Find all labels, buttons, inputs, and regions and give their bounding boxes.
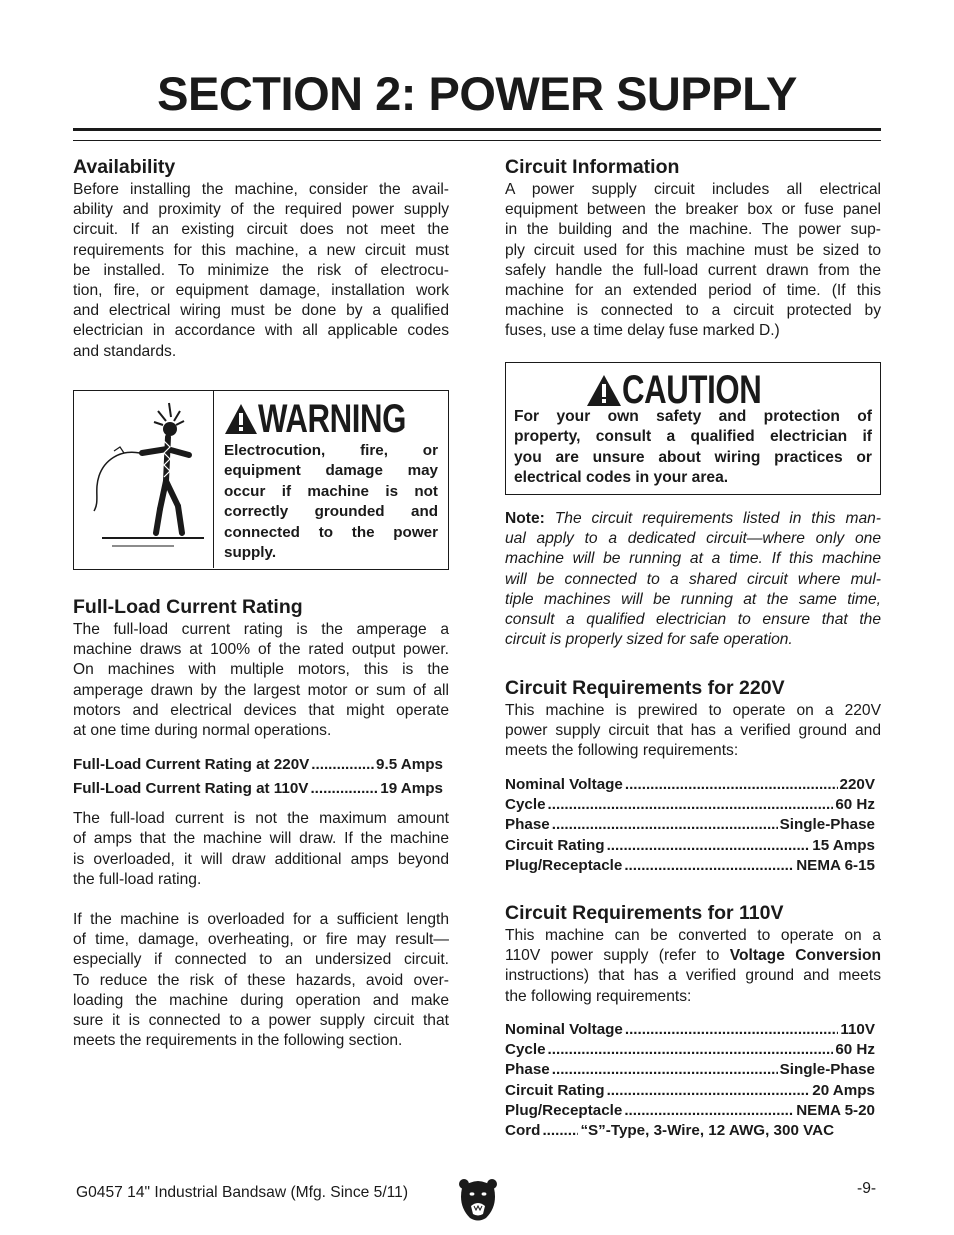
- req110-heading: Circuit Requirements for 110V: [505, 902, 784, 924]
- req220-heading: Circuit Requirements for 220V: [505, 677, 785, 699]
- page-number: -9-: [857, 1180, 877, 1197]
- spec-row: Circuit Rating ..... 15 Amps: [505, 836, 875, 856]
- note-text: Note: The circuit requirements listed in this man- ual apply to a dedicated circuit—where only one machine will be running at a time. If this machine will be connected to a shared circuit where mul- tiple machines will be running at the same time, consult a qualified electrician to ensure that the circuit is properly sized for safe operation.: [505, 510, 881, 649]
- req220-text: This machine is prewired to operate on a 220V power supply circuit that has a verified ground and meets the following requirements:: [505, 702, 881, 760]
- warning-triangle-icon: [224, 403, 258, 435]
- spec-row: Cord ..... “S”-Type, 3-Wire, 12 AWG, 300 VAC: [505, 1121, 875, 1141]
- availability-section: [73, 154, 449, 362]
- caution-triangle-icon: [586, 374, 622, 407]
- caution-signword: CAUTION: [622, 367, 762, 412]
- full-load-para3: If the machine is overloaded for a sufficient length of time, damage, overheating, or fire may result— especially if connected to an undersized circuit. To reduce the risk of these hazards, avoid over- loading the machine during operation and make sure it is connected to a power supply circuit that meets the requirements in the following section.: [73, 911, 449, 1050]
- rating-220v: Full-Load Current Rating at 220V ..... 9.5 Amps: [73, 753, 443, 777]
- req110-text: This machine can be converted to operate on a 110V power supply (refer to Voltage Conversion instructions) that has a verified ground and meets the following requirements:: [505, 927, 881, 1005]
- circuit-info-text: A power supply circuit includes all electrical equipment between the breaker box or fuse panel in the building and the machine. The power sup- ply circuit used for this machine must be sized to safely handle the full-load current drawn from the machine for an extended period of time. (If this machine is connected to a circuit protected by fuses, use a time delay fuse marked D.): [505, 181, 881, 340]
- full-load-para2: The full-load current is not the maximum amount of amps that the machine will draw. If the machine is overloaded, it will draw additional amps beyond the full-load rating.: [73, 810, 449, 888]
- spec-row: Phase ..... Single-Phase: [505, 1060, 875, 1080]
- availability-text: Before installing the machine, consider the avail- ability and proximity of the required power supply circuit. If an existing circuit does not meet the requirements for this machine, a new circuit must be installed. To minimize the risk of electrocu- tion, fire, or equipment damage, installation work and electrical wiring must be done by a qualified electrician in accordance with all applicable codes and standards.: [73, 181, 449, 360]
- title-rule-thick: [73, 128, 881, 131]
- availability-heading: Availability: [73, 156, 176, 178]
- spec-row: Phase ..... Single-Phase: [505, 815, 875, 835]
- title-rule-thin: [73, 140, 881, 141]
- circuit-info-heading: Circuit Information: [505, 156, 680, 178]
- spec-row: Nominal Voltage ..... 110V: [505, 1020, 875, 1040]
- caution-header: [586, 369, 801, 411]
- electrocution-figure-icon: [74, 391, 214, 568]
- rating-110v: Full-Load Current Rating at 110V ..... 19 Amps: [73, 777, 443, 801]
- footer-model: G0457 14" Industrial Bandsaw (Mfg. Since 5/11): [76, 1184, 409, 1201]
- caution-text: For your own safety and protection of property, consult a qualified electrician if you are unsure about wiring practices or electrical codes in your area.: [514, 408, 872, 486]
- spec-row: Plug/Receptacle ..... NEMA 5-20: [505, 1101, 875, 1121]
- note-section: [505, 509, 881, 650]
- warning-signword: WARNING: [258, 396, 407, 441]
- circuit-info-section: [505, 154, 881, 342]
- spec-row: Cycle ..... 60 Hz: [505, 795, 875, 815]
- warning-header: [224, 396, 448, 441]
- note-label: Note:: [505, 510, 545, 527]
- caution-box: [505, 362, 881, 495]
- warning-text: Electrocution, fire, or equipment damage may occur if machine is not correctly grounded and connected to the power supply.: [224, 442, 438, 562]
- voltage-conversion-ref: Voltage Conversion: [729, 947, 881, 965]
- grizzly-bear-logo-icon: [458, 1176, 498, 1222]
- full-load-text: The full-load current rating is the amperage a machine draws at 100% of the rated output power. On machines with multiple motors, this is the amperage drawn by the largest motor or sum of all motors and electrical devices that might operate at one time during normal operations.: [73, 621, 449, 740]
- full-load-heading: Full-Load Current Rating: [73, 596, 303, 618]
- spec-row: Cycle ..... 60 Hz: [505, 1040, 875, 1060]
- page-title: SECTION 2: POWER SUPPLY: [157, 67, 797, 120]
- req220-section: [505, 675, 881, 876]
- spec-row: Nominal Voltage ..... 220V: [505, 775, 875, 795]
- req110-section: [505, 900, 881, 1142]
- warning-box: [73, 390, 449, 570]
- full-load-section: [73, 594, 449, 1051]
- spec-row: Plug/Receptacle ..... NEMA 6-15: [505, 856, 875, 876]
- spec-row: Circuit Rating ..... 20 Amps: [505, 1081, 875, 1101]
